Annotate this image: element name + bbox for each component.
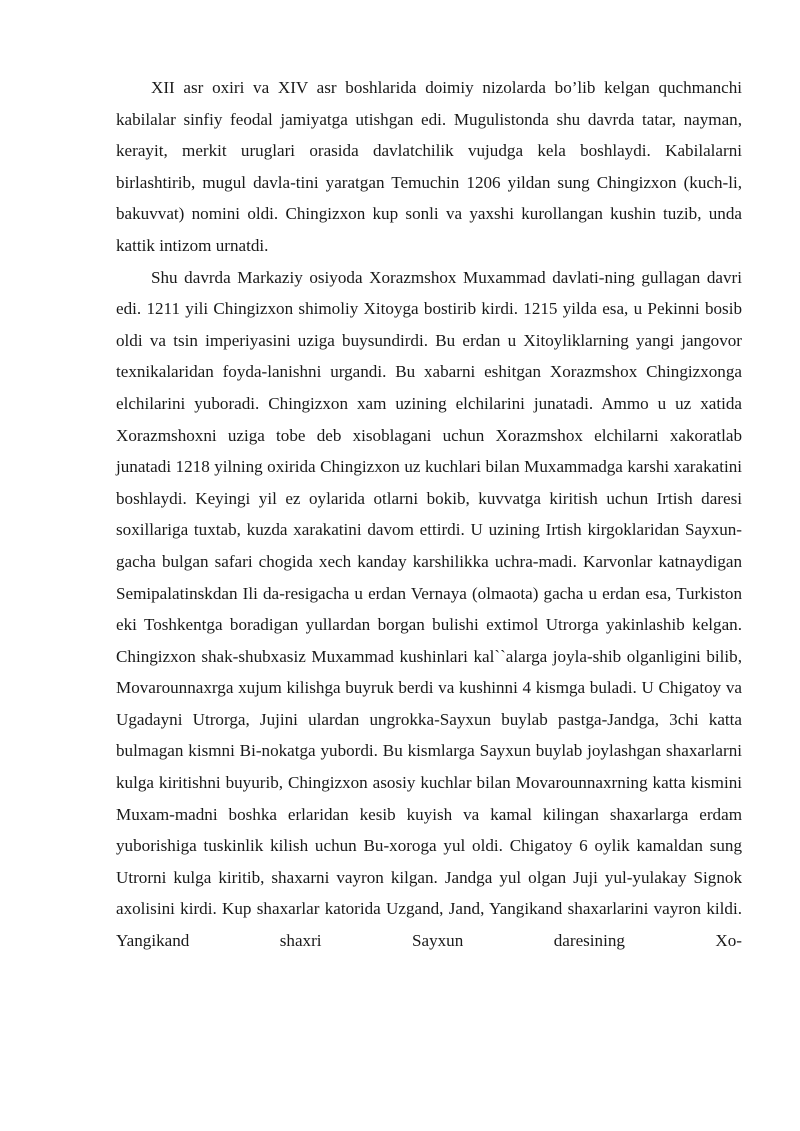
paragraph: Shu davrda Markaziy osiyoda Xorazmshox Muxammad davlati-ning gullagan davri edi. 1211 yili Chingizxon shimoliy Xitoyga bostirib kirdi. 1215 yilda esa, u Pekinni bosib oldi va tsin imperiyasini uziga buysundirdi. Bu erdan u Xitoyliklarning yangi jangovor texnikalaridan foyda-lanishni urgandi. Bu xabarni eshitgan Xorazmshox Chingizxonga elchilarini yuboradi. Chingizxon xam uzining elchilarini junatadi. Ammo u uz xatida Xorazmshoxni uziga tobe deb xisoblagani uchun Xorazmshox elchilarni xakoratlab junatadi 1218 yilning oxirida Chingizxon uz kuchlari bilan Muxammadga karshi xarakatini boshlaydi. Keyingi yil ez oylarida otlarni bokib, kuvvatga kiritish uchun Irtish daresi soxillariga tuxtab, kuzda xarakatini davom ettirdi. U uzining Irtish kirgoklaridan Sayxun-gacha bulgan safari chogida xech kanday karshilikka uchra-madi. Karvonlar katnaydigan Semipalatinskdan Ili da-resigacha u erdan Vernaya (olmaota) gacha u erdan esa, Turkiston eki Toshkentga boradigan yullardan borgan bulishi extimol Utrorga yakinlashib kelgan. Chingizxon shak-shubxasiz Muxammad kushinlari kal``alarga joyla-shib olganligini bilib, Movarounnaxrga xujum kilishga buyruk berdi va kushinni 4 kismga buladi. U Chigatoy va Ugadayni Utrorga, Jujini ulardan ungrokka-Sayxun buylab pastga-Jandga, 3chi katta bulmagan kismni Bi-nokatga yubordi. Bu kismlarga Sayxun buylab joylashgan shaxarlarni kulga kiritishni buyurib, Chingizxon asosiy kuchlar bilan Movarounnaxrning katta kismini Muxam-madni boshka erlaridan kesib kuyish va kamal kilingan shaxarlarga erdam yuborishiga tuskinlik kilish uchun Bu-xoroga yul oldi. Chigatoy 6 oylik kamaldan sung Utrorni kulga kiritib, shaxarni vayron kilgan. Jandga yul olgan Juji yul-yulakay Signok axolisini kirdi. Kup shaxarlar katorida Uzgand, Jand, Yangikand shaxarlarini vayron kildi. Yangikand shaxri Sayxun daresining Xo-: [116, 267, 742, 951]
document-body: [116, 72, 742, 957]
paragraph: XII asr oxiri va XIV asr boshlarida doimiy nizolarda bo’lib kelgan quchmanchi kabilalar sinfiy feodal jamiyatga utishgan edi. Mugulistonda shu davrda tatar, nayman, kerayit, merkit uruglari orasida davlatchilik vujudga kela boshlaydi. Kabilalarni birlashtirib, mugul davla-tini yaratgan Temuchin 1206 yildan sung Chingizxon (kuch-li, bakuvvat) nomini oldi. Chingizxon kup sonli va yaxshi kurollangan kushin tuzib, unda kattik intizom urnatdi.: [116, 78, 742, 255]
